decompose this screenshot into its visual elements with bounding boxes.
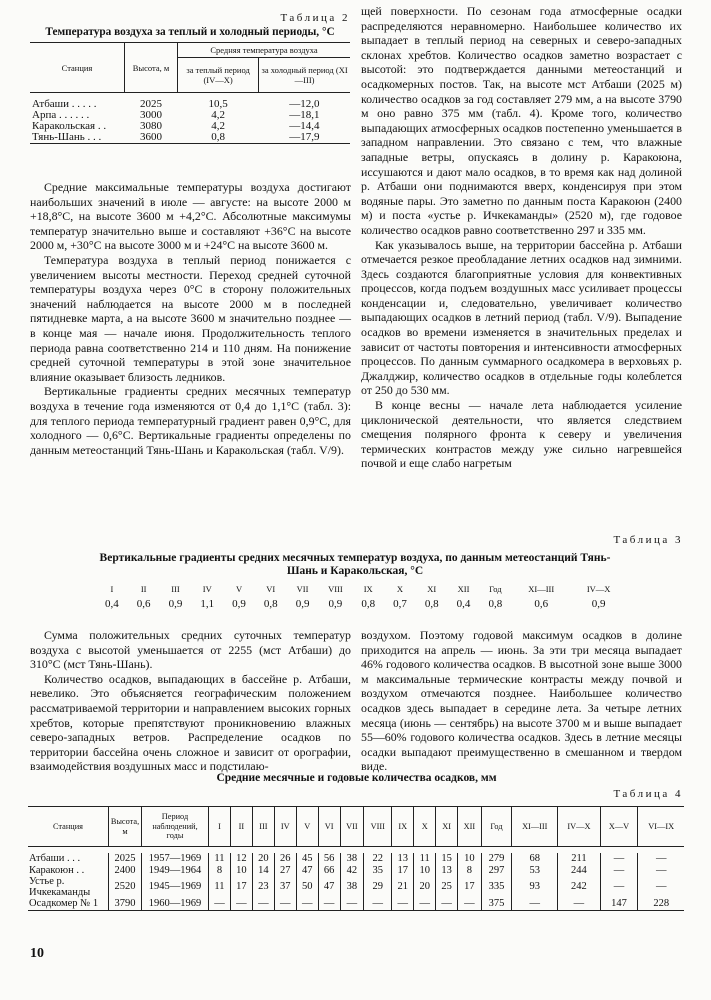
table4-header-cell: V: [296, 807, 318, 847]
table4-cell: 228: [638, 898, 684, 910]
table3-value-cell: 0,6: [136, 598, 151, 610]
table3-header-cell: Год: [489, 584, 502, 594]
table3-header-cell: V: [235, 584, 243, 594]
table4-label: Таблица 4: [613, 788, 683, 800]
table2-col-height: Высота, м: [125, 43, 178, 93]
paragraph: Количество осадков, выпадающих в бассейне р. Атбаши, невелико. Это объясняется географическим положением рассматриваемой территории и направлением высоких горных хребтов, которые препятствуют проникновению влажных северо-западных ветров. Распределение осадков по территории бассейна очень сложное и зависит от орографии, взаимодействия воздушных масс и подстилаю-: [30, 671, 351, 774]
table4-cell: 8: [209, 865, 231, 877]
table4-cell: —: [600, 853, 638, 865]
paragraph: В конце весны — начале лета наблюдается усиление циклонической деятельности, что является следствием смещения полярного фронта к северу и увеличения термических контрастов между уже сильно нагревшейся почвой и еще слабо нагретым: [361, 398, 682, 471]
table4-cell: 335: [481, 876, 511, 898]
table4-cell: 93: [512, 876, 558, 898]
table4-header-cell: Период наблюдений, годы: [142, 807, 209, 847]
table4-cell: 38: [340, 853, 364, 865]
table4-header-cell: X—V: [600, 807, 638, 847]
table4-cell: 56: [318, 853, 340, 865]
table4-cell: 11: [209, 876, 231, 898]
table3-value-cell: 0,8: [424, 598, 439, 610]
table4-cell: 20: [252, 853, 274, 865]
table2-col-warm: за теплый период (IV—X): [178, 58, 259, 93]
table3-value-cell: 0,9: [168, 598, 183, 610]
table3-header-cell: I: [110, 584, 114, 594]
table4-cell: —: [600, 865, 638, 877]
table4-cell: 66: [318, 865, 340, 877]
table4-cell: 25: [436, 876, 458, 898]
table4-header-cell: IV—X: [558, 807, 600, 847]
table4-cell: —: [638, 853, 684, 865]
table4-cell: 10: [458, 853, 482, 865]
paragraph: Сумма положительных средних суточных температур воздуха с высотой уменьшается от 2255 (мст Атбаши) до 310°С (мст Тянь-Шань).: [30, 628, 351, 672]
paragraph: Средние максимальные температуры воздуха достигают наибольших значений в июле — августе: на высоте 2000 м +18,8°С, на высоте 3600 м +4,2°С. Абсолютные максимумы температур значительно выше и составляют +36°С на высоте 2000 м, +30°С на высоте 3000 м и +24°С на высоте 3600 м.: [30, 180, 351, 253]
left-column-top: [30, 180, 351, 457]
table4-cell: 27: [274, 865, 296, 877]
table4-cell: 47: [318, 876, 340, 898]
table3-title: Вертикальные градиенты средних месячных температур воздуха, по данным метеостанций Тянь-Шань и Каракольская, °С: [99, 552, 611, 577]
table4-cell: 13: [436, 865, 458, 877]
table4-cell: 50: [296, 876, 318, 898]
table4: [28, 806, 684, 911]
table4-header-cell: VIII: [364, 807, 392, 847]
page-number: 10: [30, 946, 44, 961]
table3-header-cell: VII: [296, 584, 309, 594]
table4-cell: 29: [364, 876, 392, 898]
table4-cell: 20: [414, 876, 436, 898]
table3-value-cell: 0,8: [361, 598, 376, 610]
table4-cell: 17: [458, 876, 482, 898]
table4-cell: 211: [558, 853, 600, 865]
table4-cell: —: [296, 898, 318, 910]
table4-cell: —: [638, 865, 684, 877]
table4-cell: 1949—1964: [142, 865, 209, 877]
table3: [96, 582, 626, 612]
table-row: Каракольская . . 3080 4,2 —14,4: [32, 120, 320, 132]
table4-header-cell: VI: [318, 807, 340, 847]
table4-cell: —: [600, 876, 638, 898]
table4-header-cell: Станция: [53, 821, 83, 831]
table4-cell: 45: [296, 853, 318, 865]
paragraph: Вертикальные градиенты средних месячных температур воздуха в течение года изменяются от 0,4 до 1,1°С (табл. 3): для теплого периода температурный градиент равен 0,9°С, для холодного — 0,6°С. Вертикальные градиенты определены по данным метеостанций Тянь-Шань и Каракольская (табл. V/9).: [30, 384, 351, 457]
table4-header-cell: II: [230, 807, 252, 847]
table3-header-cell: X: [396, 584, 404, 594]
table4-cell: 10: [414, 865, 436, 877]
table4-cell: 26: [274, 853, 296, 865]
table4-cell: —: [458, 898, 482, 910]
table4-cell: 12: [230, 853, 252, 865]
table4-header-cell: IX: [392, 807, 414, 847]
table4-cell: —: [340, 898, 364, 910]
paragraph: Температура воздуха в теплый период понижается с увеличением высоты местности. Переход средней суточной температуры воздуха через 0°С в сторону положительных значений наблюдается на высоте 2000 м в последней пятидневке марта, а на высоте 3600 м значительно позднее — в конце мая — начале июня. Продолжительность теплого периода равна соответственно 214 и 110 дням. На понижение средней суточной температуры в этой зоне значительное влияние оказывает близость ледников.: [30, 252, 351, 384]
table2: [30, 42, 350, 144]
paragraph: воздухом. Поэтому годовой максимум осадков в долине приходится на апрель — июнь. За эти три месяца выпадает 46% годового количества осадков. В высотной зоне выше 3000 м максимальные термические контрасты между почвой и воздухом отмечаются позднее. Наибольшее количество осадков здесь выпадает в середине лета. За четыре летних месяца (июнь — сентябрь) на высоте 3700 м и выше выпадает 55—60% годового количества осадков. Здесь в летние месяцы осадки выпадают преимущественно в смешанном и твердом виде.: [361, 628, 682, 774]
table3-header-cell: IV—X: [586, 584, 611, 594]
table3-header-cell: III: [171, 584, 180, 594]
paragraph: щей поверхности. По сезонам года атмосферные осадки распределяются неравномерно. Наибольшее количество их выпадает в теплый период на северных и северо-западных склонах хребтов. Количество осадков заметно возрастает с высотой: это подтверждается данными метеостанций и осадкомерных постов. Так, на высоте мст Атбаши (2025 м) количество осадков за год составляет 279 мм, а на высоте 3790 м оно равно 375 мм (табл. 4). Кроме того, количество выпадающих атмосферных осадков постепенно уменьшается в западном направлении. Это связано с тем, что влажные западные ветры, опускаясь в долину р. Каракоюна, иссушаются и дают мало осадков, в то время как над долиной р. Атбаши они поднимаются вверх, конденсируя при этом водяные пары. Это заметно по данным поста Каракоюн (2400 м) и поста «устье р. Ичкекаманды» (2520 м), где годовое количество осадков равно соответственно 297 и 335 мм.: [361, 4, 682, 237]
table4-cell: 8: [458, 865, 482, 877]
table4-cell: 11: [414, 853, 436, 865]
table3-value-cell: 1,1: [200, 598, 215, 610]
table4-cell: —: [414, 898, 436, 910]
right-column-bottom: [361, 628, 682, 774]
table2-col-avg: Средняя температура воздуха: [178, 43, 351, 58]
table4-cell: 17: [392, 865, 414, 877]
table2-col-station: Станция: [61, 62, 93, 73]
table4-cell: 2400: [109, 865, 142, 877]
table3-value-cell: 0,9: [328, 598, 343, 610]
table4-cell: 1960—1969: [142, 898, 209, 910]
table4-cell: 15: [436, 853, 458, 865]
table4-cell: —: [252, 898, 274, 910]
table4-cell: —: [558, 898, 600, 910]
table3-value-cell: 0,9: [232, 598, 246, 610]
table4-header-cell: XI: [436, 807, 458, 847]
table4-cell: Устье р. Ичкекаманды: [29, 876, 91, 898]
table4-cell: 68: [512, 853, 558, 865]
table3-value-cell: 0,9: [591, 598, 606, 610]
table4-cell: 17: [230, 876, 252, 898]
table3-header-cell: II: [140, 584, 147, 594]
table-row: [28, 898, 684, 910]
table4-cell: 35: [364, 865, 392, 877]
table4-cell: 10: [230, 865, 252, 877]
table3-value-cell: 0,8: [263, 598, 278, 610]
table3-header-cell: XI: [427, 584, 437, 594]
table3-header-cell: VIII: [328, 584, 343, 594]
table4-header-cell: VI—IX: [638, 807, 684, 847]
table4-header-cell: VII: [340, 807, 364, 847]
table3-value-cell: 0,7: [393, 598, 407, 610]
table4-cell: —: [364, 898, 392, 910]
right-column-top: [361, 4, 682, 471]
table-row: [28, 853, 684, 865]
table4-cell: 297: [481, 865, 511, 877]
table-row: Арпа . . . . . . 3000 4,2 —18,1: [32, 109, 320, 121]
table4-header-cell: XI—III: [512, 807, 558, 847]
table3-header-cell: XI—III: [528, 584, 555, 594]
table4-cell: 13: [392, 853, 414, 865]
table3-value-cell: 0,6: [534, 598, 549, 610]
table4-cell: 23: [252, 876, 274, 898]
table4-cell: 38: [340, 876, 364, 898]
table3-value-cell: 0,4: [456, 598, 471, 610]
table3-header-cell: XII: [457, 584, 470, 594]
table4-cell: —: [638, 876, 684, 898]
table4-cell: 11: [209, 853, 231, 865]
table4-header-cell: Высота, м: [109, 807, 142, 847]
table4-cell: 22: [364, 853, 392, 865]
table4-cell: 3790: [109, 898, 142, 910]
table2-label: Таблица 2: [280, 12, 350, 24]
table4-header-cell: I: [209, 807, 231, 847]
table3-header-cell: VI: [266, 584, 276, 594]
table3-header-cell: IX: [363, 584, 373, 594]
table4-cell: —: [392, 898, 414, 910]
table4-cell: 279: [481, 853, 511, 865]
table4-title: Средние месячные и годовые количества осадков, мм: [216, 772, 497, 784]
table4-cell: —: [230, 898, 252, 910]
table-row: [28, 865, 684, 877]
table4-cell: 21: [392, 876, 414, 898]
table-row: [28, 876, 684, 898]
table4-cell: 14: [252, 865, 274, 877]
table4-cell: Атбаши . . .: [29, 853, 81, 865]
paragraph: Как указывалось выше, на территории бассейна р. Атбаши отмечается резкое преобладание летних осадков над зимними. Здесь создаются благоприятные условия для конвективных процессов, когда подъем воздушных масс усиливает процессы конденсации и, следовательно, увеличивает количество выпадающих осадков в летний период (табл. V/9). Выпадение осадков во времени изменяется в значительных пределах и зависит от частоты повторения и интенсивности атмосферных процессов. По данным суммарного осадкомера в верховьях р. Джалджир, количество осадков в отдельные годы колеблется от 250 до 530 мм.: [361, 237, 682, 398]
table-row: Атбаши . . . . . 2025 10,5 —12,0: [32, 98, 320, 110]
table4-cell: 47: [296, 865, 318, 877]
table2-title: Температура воздуха за теплый и холодный периоды, °С: [45, 26, 335, 38]
table4-header-cell: III: [252, 807, 274, 847]
table4-cell: 1957—1969: [142, 853, 209, 865]
table4-cell: 244: [558, 865, 600, 877]
table4-cell: Осадкомер № 1: [29, 898, 99, 910]
table4-header-cell: Год: [481, 807, 511, 847]
table4-header-cell: IV: [274, 807, 296, 847]
table4-cell: —: [274, 898, 296, 910]
table3-value-cell: 0,9: [295, 598, 310, 610]
table4-cell: 1945—1969: [142, 876, 209, 898]
table4-header-cell: XII: [458, 807, 482, 847]
table-row: Тянь-Шань . . . 3600 0,8 —17,9: [30, 132, 350, 144]
table3-label: Таблица 3: [613, 534, 683, 546]
table4-cell: 242: [558, 876, 600, 898]
table2-col-cold: за холодный период (XI—III): [259, 58, 350, 93]
table4-cell: Каракоюн . .: [29, 864, 85, 876]
table4-cell: 147: [600, 898, 638, 910]
table4-cell: —: [209, 898, 231, 910]
left-column-bottom: [30, 628, 351, 774]
table4-cell: —: [436, 898, 458, 910]
table4-cell: 53: [512, 865, 558, 877]
table3-header-cell: IV: [202, 584, 212, 594]
table4-header-cell: X: [414, 807, 436, 847]
table3-value-cell: 0,4: [105, 598, 119, 610]
table3-value-cell: 0,8: [488, 598, 503, 610]
table4-cell: 375: [481, 898, 511, 910]
table4-cell: 37: [274, 876, 296, 898]
table4-cell: —: [318, 898, 340, 910]
table4-cell: 2520: [109, 876, 142, 898]
table4-cell: 42: [340, 865, 364, 877]
table4-cell: —: [512, 898, 558, 910]
table4-cell: 2025: [109, 853, 142, 865]
